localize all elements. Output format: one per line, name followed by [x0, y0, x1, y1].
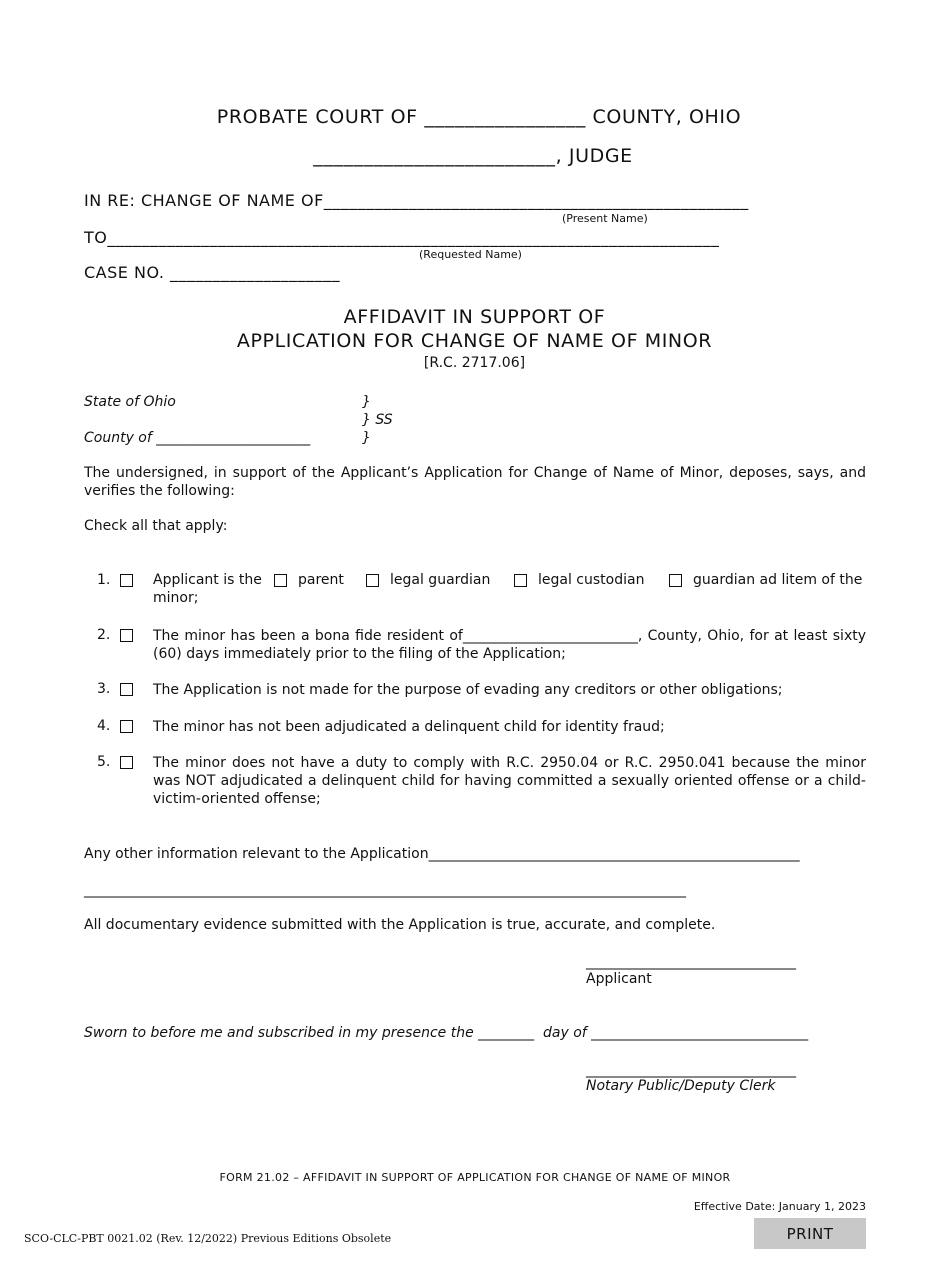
legal-guardian-checkbox[interactable]: [366, 574, 379, 587]
item-2-checkbox[interactable]: [120, 629, 133, 642]
intro-paragraph: The undersigned, in support of the Applicant’s Application for Change of Name of Minor, deposes, says, and verifies the following:: [84, 465, 866, 499]
item-4-text: The minor has not been adjudicated a delinquent child for identity fraud;: [153, 719, 665, 735]
item-number: 3.: [97, 681, 111, 697]
item-number: 1.: [97, 572, 111, 588]
item-3-checkbox[interactable]: [120, 683, 133, 696]
venue-brace-bottom: }: [362, 430, 371, 446]
other-info-line: Any other information relevant to the Application_____________________________________________________: [84, 846, 800, 862]
item-1-checkbox[interactable]: [120, 574, 133, 587]
item-3-text: The Application is not made for the purpose of evading any creditors or other obligations;: [153, 682, 783, 698]
case-no-line: CASE NO. ____________________: [84, 263, 341, 282]
item-5-checkbox[interactable]: [120, 756, 133, 769]
parent-label: parent: [298, 572, 344, 588]
legal-custodian-label: legal custodian: [538, 572, 645, 588]
state-of-ohio: State of Ohio: [84, 394, 176, 410]
applicant-signature-line: ______________________________: [586, 954, 796, 970]
parent-checkbox[interactable]: [274, 574, 287, 587]
county-of-line: County of ______________________: [84, 430, 311, 446]
court-heading: PROBATE COURT OF ________________ COUNTY, OHIO: [216, 106, 742, 128]
form-code: SCO-CLC-PBT 0021.02 (Rev. 12/2022) Previous Editions Obsolete: [24, 1232, 392, 1245]
item-number: 2.: [97, 627, 111, 643]
guardian-ad-litem-checkbox[interactable]: [669, 574, 682, 587]
judge-line: ________________________, JUDGE: [313, 145, 633, 167]
statute-reference: [R.C. 2717.06]: [423, 355, 526, 371]
effective-date: Effective Date: January 1, 2023: [693, 1200, 866, 1213]
item-5-text: The minor does not have a duty to comply with R.C. 2950.04 or R.C. 2950.041 because the minor was NOT adjudicated a delinquent child for having committed a sexually oriented offense or a child-victim-oriented offense;: [153, 755, 866, 807]
item-2-text: The minor has been a bona fide resident of_________________________, County, Ohio, for at least sixty (60) days immediately prior to the filing of the Application;: [153, 628, 866, 662]
print-button[interactable]: PRINT: [754, 1218, 866, 1249]
requested-name-label: (Requested Name): [419, 248, 522, 261]
documentary-statement: All documentary evidence submitted with the Application is true, accurate, and complete.: [84, 917, 716, 933]
legal-custodian-checkbox[interactable]: [514, 574, 527, 587]
item-number: 5.: [97, 754, 111, 770]
footer-form-title: FORM 21.02 – AFFIDAVIT IN SUPPORT OF APPLICATION FOR CHANGE OF NAME OF MINOR: [219, 1171, 731, 1184]
venue-brace-top: }: [362, 394, 371, 410]
check-all-instruction: Check all that apply:: [84, 518, 228, 534]
item-number: 4.: [97, 718, 111, 734]
present-name-label: (Present Name): [562, 212, 648, 225]
form-title-line1: AFFIDAVIT IN SUPPORT OF: [343, 306, 606, 328]
applicant-label: Applicant: [586, 971, 652, 987]
form-title-line2: APPLICATION FOR CHANGE OF NAME OF MINOR: [236, 330, 713, 352]
notary-label: Notary Public/Deputy Clerk: [586, 1078, 776, 1094]
in-re-line: IN RE: CHANGE OF NAME OF__________________________________________________: [84, 191, 749, 210]
applicant-is-label: Applicant is the: [153, 572, 262, 588]
guardian-ad-litem-label: guardian ad litem of the: [693, 572, 863, 588]
notary-signature-line: ______________________________: [586, 1062, 796, 1078]
to-line: TO________________________________________________________________________: [84, 228, 720, 247]
sworn-statement: Sworn to before me and subscribed in my presence the ________ day of _______________________________: [84, 1025, 809, 1041]
venue-brace-ss: } SS: [362, 412, 393, 428]
other-info-line2: ______________________________________________________________________________________: [84, 882, 686, 898]
item-4-checkbox[interactable]: [120, 720, 133, 733]
item-1-tail: minor;: [153, 590, 199, 606]
legal-guardian-label: legal guardian: [390, 572, 491, 588]
